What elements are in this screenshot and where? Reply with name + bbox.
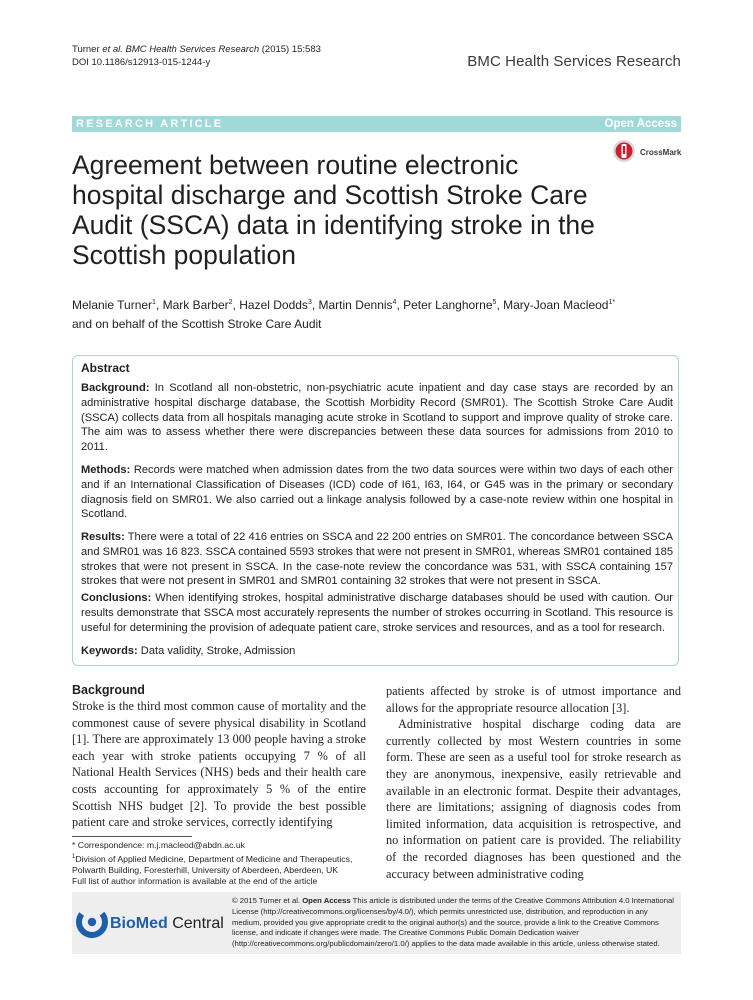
article-title: Agreement between routine electronic hospital discharge and Scottish Stroke Care Audit (SSCA) data in identifying stroke in the Scottish population bbox=[72, 150, 595, 270]
abstract-keywords: Keywords: Data validity, Stroke, Admission bbox=[81, 645, 296, 657]
biomed-central-logo[interactable] bbox=[76, 900, 226, 944]
author-name[interactable]: Mary-Joan Macleod bbox=[503, 298, 609, 312]
article-type-label: RESEARCH ARTICLE bbox=[76, 118, 224, 130]
section-heading-background: Background bbox=[72, 683, 145, 697]
svg-text:BioMed Central: BioMed Central bbox=[110, 915, 224, 932]
abstract-methods: Methods: Records were matched when admission dates from the two data sources were within two days of each other and if an International Classification of Diseases (ICD) code of I61, I63, I64, or G45 was in the primary or secondary diagnosis field on SMR01. We also carried out a linkage analysis followed by a case-note review within one hospital in Scotland. bbox=[81, 464, 673, 521]
body-column-right bbox=[386, 683, 681, 882]
abstract-heading: Abstract bbox=[81, 361, 130, 375]
author-affil: 2 bbox=[228, 299, 233, 306]
author-affil: 4 bbox=[392, 299, 397, 306]
author-names-line: Melanie Turner$^1$, Mark Barber$^2$, Hazel Dodds$^3$, Martin Dennis$^4$, Peter Langhorne$^5$, Mary-Joan Macleod$^{1*}$ bbox=[72, 298, 616, 312]
author-affil: 3 bbox=[307, 299, 312, 306]
abstract-results: Results: There were a total of 22 416 entries on SSCA and 22 200 entries on SMR01. The concordance between SSCA and SMR01 was 16 823. SSCA contained 5593 strokes that were not present in SMR01, whereas SMR01 contained 185 strokes that were not present in SSCA. In the case-note review the concordance was 531, with SSCA containing 157 strokes that were not present in SMR01 and SMR01 containing 32 strokes that were not present in SSCA. bbox=[81, 531, 674, 588]
author-affil: 1* bbox=[608, 299, 616, 306]
footnote-divider bbox=[72, 836, 192, 837]
body-paragraph: Administrative hospital discharge coding data are currently collected by most Western countries in some form. These are seen as a useful tool for stroke research as they are anonymous, inexpensive, easily retrievable and available in an electronic format. Despite their advantages, there are limitations; assigning of diagnosis codes from limited information, data acquisition is retrospective, and no information on patient care is provided. The reliability of the recorded diagnoses has been questioned and the accuracy between administrative coding bbox=[386, 717, 681, 881]
author-name[interactable]: Peter Langhorne bbox=[403, 298, 493, 312]
author-name[interactable]: Hazel Dodds bbox=[239, 298, 308, 312]
body-paragraph: patients affected by stroke is of utmost importance and allows for the appropriate resource allocation [3]. bbox=[386, 684, 681, 715]
body-column-left: Stroke is the third most common cause of mortality and the commonest cause of severe physical disability in Scotland [1]. There are approximately 13 000 people having a stroke each year with stroke patients occupying 7 % of all National Health Services (NHS) beds and their health care costs accounting for approximately 5 % of the entire Scottish NHS budget [2]. To provide the best possible patient care and stroke services, correctly identifying bbox=[72, 699, 366, 830]
author-affil: 1 bbox=[152, 299, 156, 306]
author-name[interactable]: Melanie Turner bbox=[72, 298, 153, 312]
affiliation-note: $^1$Division of Applied Medicine, Department of Medicine and Therapeutics, Polwarth Building, Foresterhill, University of Aberdeen, Aberdeen, UK bbox=[72, 853, 353, 875]
journal-name: BMC Health Services Research bbox=[467, 53, 681, 70]
license-statement: © 2015 Turner et al. Open Access This article is distributed under the terms of the Creative Commons Attribution 4.0 International License (http://creativecommons.org/licenses/by/4.0/), which permits unrestricted use, distribution, and reproduction in any medium, provided you give appropriate credit to the original author(s) and the source, provide a link to the Creative Commons license, and indicate if changes were made. The Creative Commons Public Domain Dedication waiver (http://creativecommons.org/publicdomain/zero/1.0/) applies to the data made available in this article, unless otherwise stated. bbox=[232, 896, 674, 949]
doi-line: DOI 10.1186/s12913-015-1244-y bbox=[72, 57, 211, 68]
footnotes bbox=[72, 840, 372, 888]
crossmark-label[interactable]: CrossMark bbox=[640, 148, 682, 157]
author-affil: 5 bbox=[492, 299, 497, 306]
author-list bbox=[72, 293, 692, 334]
author-name[interactable]: Martin Dennis bbox=[318, 298, 393, 312]
correspondence-note[interactable]: * Correspondence: m.j.macleod@abdn.ac.uk bbox=[72, 840, 246, 850]
author-group-line: and on behalf of the Scottish Stroke Care Audit bbox=[72, 317, 322, 331]
author-info-note: Full list of author information is available at the end of the article bbox=[72, 876, 318, 887]
open-access-label: Open Access bbox=[604, 118, 677, 130]
header-citation bbox=[72, 43, 321, 69]
abstract-background: Background: In Scotland all non-obstetric, non-psychiatric acute inpatient and day case stays are recorded by an administrative hospital discharge database, the Scottish Morbidity Record (SMR01). The Scottish Stroke Care Audit (SSCA) collects data from all hospitals managing acute stroke in Scotland to support and improve quality of stroke care. The aim was to assess whether there were discrepancies between these data sources for admissions from 2010 to 2011. bbox=[81, 382, 673, 454]
abstract-conclusions: Conclusions: When identifying strokes, hospital administrative discharge databases should be used with caution. Our results demonstrate that SSCA most accurately represents the number of strokes occurring in Scotland. This resource is useful for determining the provision of adequate patient care, stroke services and resources, and as a tool for research. bbox=[81, 592, 673, 634]
citation-line: Turner et al. BMC Health Services Research (2015) 15:583 bbox=[72, 44, 321, 55]
author-name[interactable]: Mark Barber bbox=[162, 298, 229, 312]
